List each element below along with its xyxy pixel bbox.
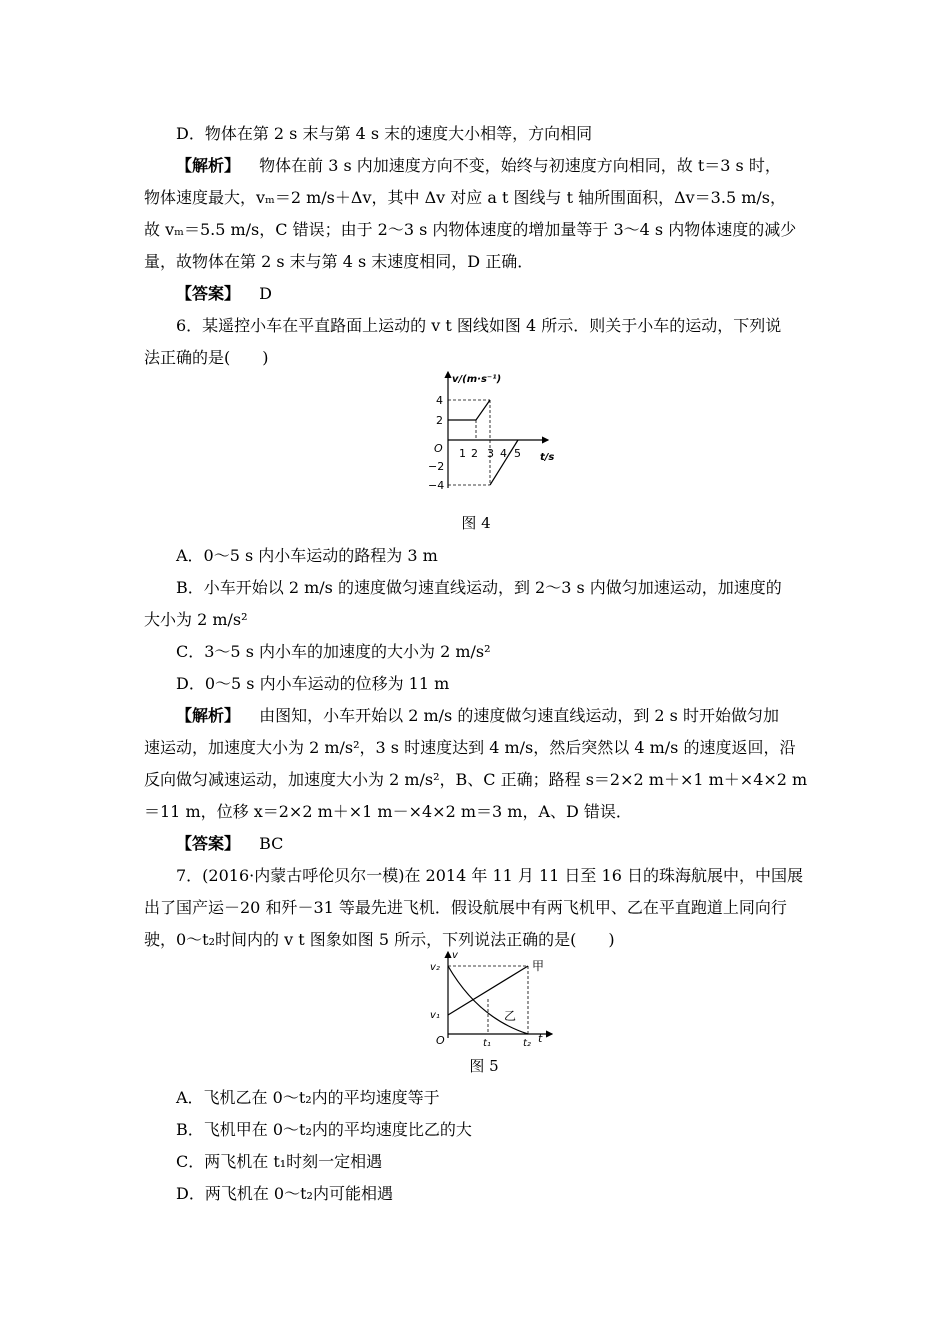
figure-5-caption: 图 5 (469, 1057, 499, 1075)
figure-5-vt-graph (428, 946, 558, 1046)
q7-option-d: D．两飞机在 0～t₂内可能相遇 (176, 1184, 393, 1203)
fig5-v2-label: v₂ (430, 962, 440, 973)
fig5-v1-label: v₁ (430, 1010, 440, 1021)
fig4-y-label: v/(m·s⁻¹) (452, 374, 502, 385)
q5-option-d: D．物体在第 2 s 末与第 4 s 末的速度大小相等，方向相同 (176, 124, 593, 143)
q7-option-b: B．飞机甲在 0～t₂内的平均速度比乙的大 (176, 1120, 472, 1139)
q6-analysis-line-1 (176, 705, 779, 727)
q7-stem-line-3: 驶，0～t₂时间内的 v t 图象如图 5 所示，下列说法正确的是( ) (144, 930, 615, 949)
q5-analysis-line-2: 物体速度最大，vₘ＝2 m/s＋Δv，其中 Δv 对应 a t 图线与 t 轴所围面积，Δv＝3.5 m/s， (144, 188, 786, 207)
fig4-xtick-1: 1 (459, 447, 466, 460)
q7-stem-line-1: 7．(2016·内蒙古呼伦贝尔一模)在 2014 年 11 月 11 日至 16 日的珠海航展中，中国展 (176, 866, 803, 885)
q6-stem-line-1: 6．某遥控小车在平直路面上运动的 v t 图线如图 4 所示．则关于小车的运动，下列说 (176, 316, 782, 335)
q6-stem-line-2: 法正确的是( ) (144, 348, 269, 367)
q5-analysis-line-4: 量，故物体在第 2 s 末与第 4 s 末速度相同，D 正确． (144, 252, 534, 271)
q6-option-c: C．3～5 s 内小车的加速度的大小为 2 m/s² (176, 642, 491, 661)
figure-4-vt-graph (418, 366, 568, 496)
q5-answer-tag: 【答案】 (176, 284, 241, 303)
q5-analysis-text-1: 物体在前 3 s 内加速度方向不变，始终与初速度方向相同，故 t＝3 s 时， (259, 156, 781, 175)
fig4-xtick-3: 3 (487, 447, 494, 460)
q6-option-b-line-1: B．小车开始以 2 m/s 的速度做匀速直线运动，到 2～3 s 内做匀加速运动，加速度的 (176, 578, 782, 597)
fig5-jia-label: 甲 (532, 959, 545, 973)
fig5-t1-label: t₁ (483, 1038, 491, 1046)
fig4-xtick-2: 2 (471, 447, 478, 460)
q5-analysis-line-3: 故 vₘ＝5.5 m/s，C 错误；由于 2～3 s 内物体速度的增加量等于 3～4 s 内物体速度的减少 (144, 220, 797, 239)
fig4-xtick-4: 4 (500, 447, 507, 460)
fig4-ytick-neg2: −2 (428, 460, 445, 473)
q6-answer-tag: 【答案】 (176, 834, 241, 853)
q5-analysis-line-1 (176, 155, 781, 177)
q6-analysis-line-4: ＝11 m，位移 x＝2×2 m＋×1 m－×4×2 m＝3 m，A、D 错误． (144, 802, 632, 821)
q7-option-c: C．两飞机在 t₁时刻一定相遇 (176, 1152, 383, 1171)
fig5-x-label: t (538, 1032, 543, 1045)
fig4-ytick-neg4: −4 (428, 479, 445, 492)
q6-answer-line (176, 833, 283, 855)
fig4-graph-segment-1 (448, 400, 490, 420)
fig4-origin: O (434, 442, 443, 455)
fig4-ytick-4: 4 (436, 394, 443, 407)
q7-option-a: A．飞机乙在 0～t₂内的平均速度等于 (176, 1088, 440, 1107)
q6-option-a: A．0～5 s 内小车运动的路程为 3 m (176, 546, 438, 565)
fig5-t2-label: t₂ (523, 1038, 531, 1046)
q5-answer-line (176, 283, 272, 305)
q5-analysis-tag: 【解析】 (176, 156, 241, 175)
fig5-y-label: v (452, 950, 458, 961)
q7-stem-line-2: 出了国产运－20 和歼－31 等最先进飞机．假设航展中有两飞机甲、乙在平直跑道上同向行 (144, 898, 787, 917)
fig4-x-label: t/s (540, 452, 555, 463)
q6-option-d: D．0～5 s 内小车运动的位移为 11 m (176, 674, 450, 693)
q6-option-b-line-2: 大小为 2 m/s² (144, 610, 248, 629)
q6-analysis-text-1: 由图知，小车开始以 2 m/s 的速度做匀速直线运动，到 2 s 时开始做匀加 (259, 706, 779, 725)
q6-analysis-tag: 【解析】 (176, 706, 241, 725)
fig4-xtick-5: 5 (514, 447, 521, 460)
fig5-line-jia (448, 966, 528, 1015)
figure-4-caption: 图 4 (461, 514, 491, 532)
q5-answer: D (259, 284, 272, 303)
q6-answer: BC (259, 834, 284, 853)
fig4-ytick-2: 2 (436, 414, 443, 427)
q6-analysis-line-3: 反向做匀减速运动，加速度大小为 2 m/s²，B、C 正确；路程 s＝2×2 m＋×1 m＋×4×2 m (144, 770, 808, 789)
fig5-yi-label: 乙 (504, 1009, 517, 1023)
fig5-origin: O (436, 1034, 445, 1046)
q6-analysis-line-2: 速运动，加速度大小为 2 m/s²，3 s 时速度达到 4 m/s，然后突然以 4 m/s 的速度返回，沿 (144, 738, 796, 757)
